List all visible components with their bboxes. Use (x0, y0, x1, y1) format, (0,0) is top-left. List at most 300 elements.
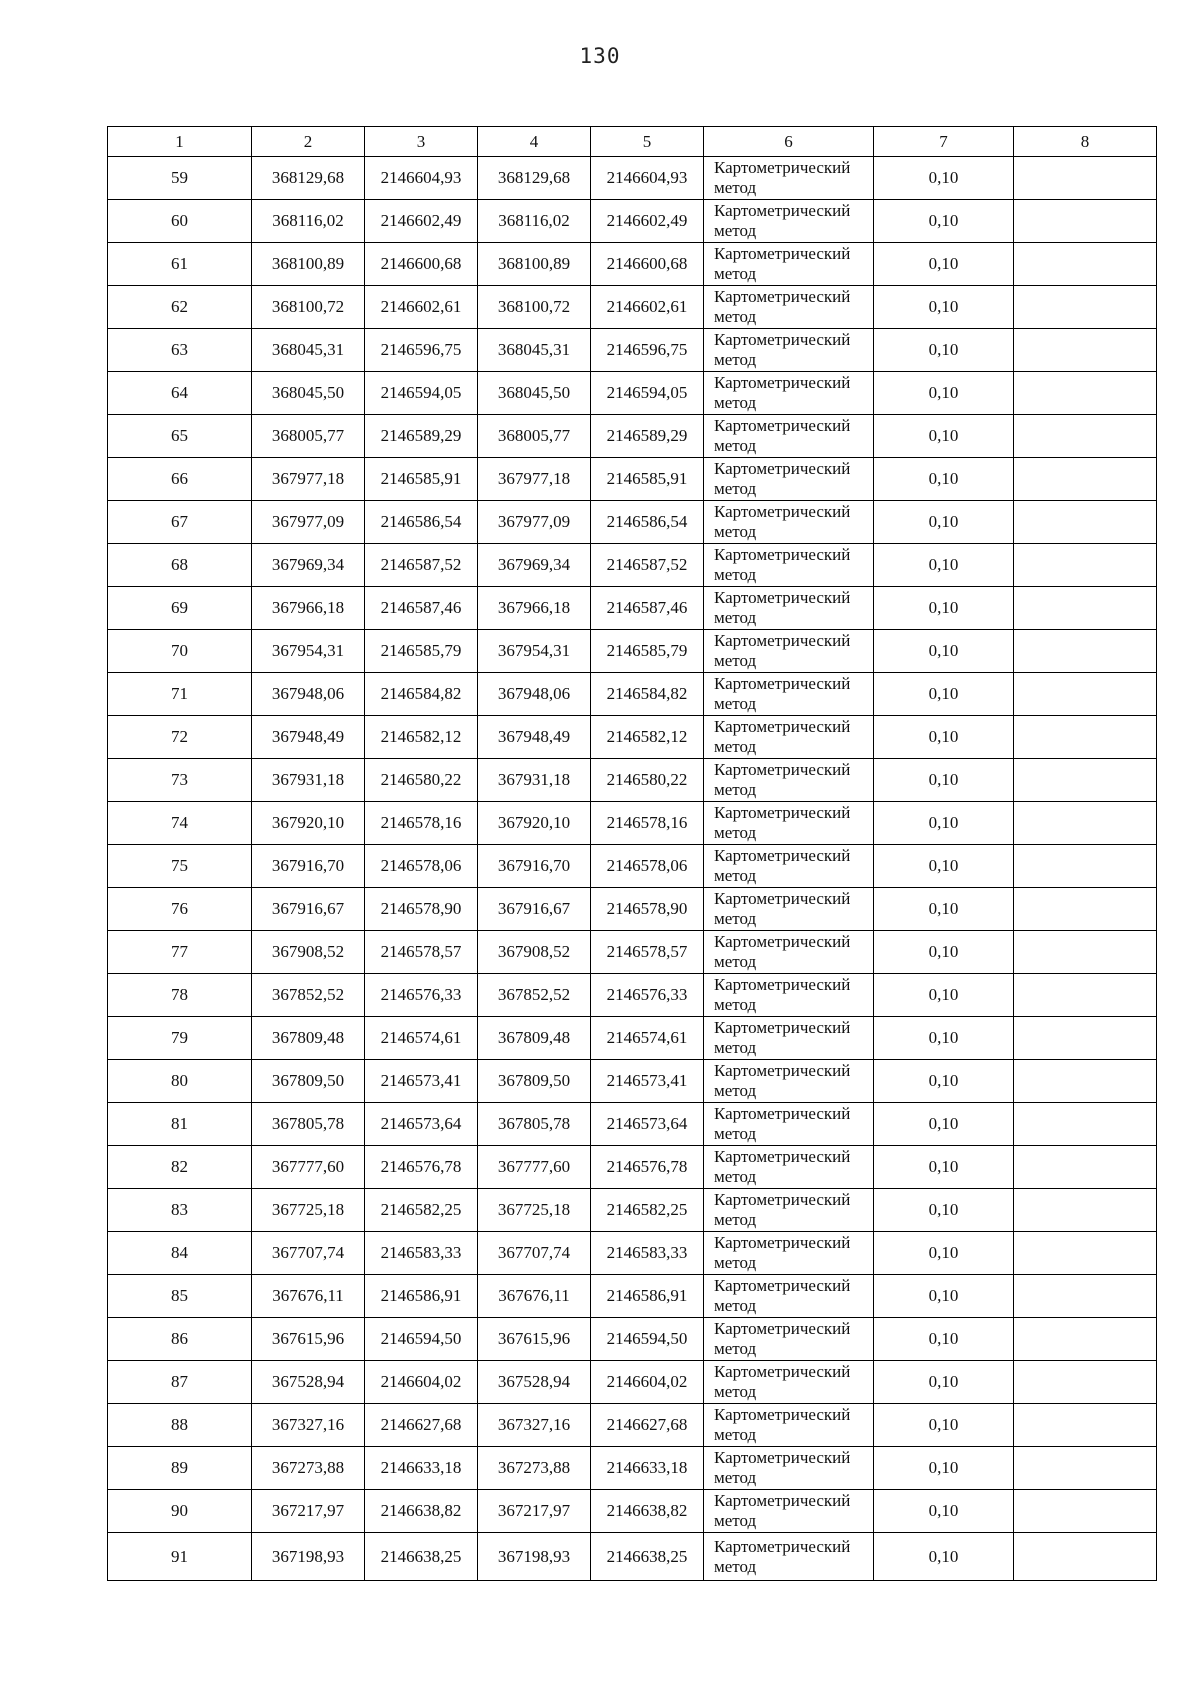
y-coordinate-new: 2146578,90 (591, 888, 704, 931)
y-coordinate-new: 2146600,68 (591, 243, 704, 286)
y-coordinate-new: 2146604,02 (591, 1361, 704, 1404)
table-row (108, 1533, 1157, 1581)
table-row (108, 372, 1157, 415)
x-coordinate-new: 367615,96 (478, 1318, 591, 1361)
note-cell (1014, 1232, 1157, 1275)
point-number: 69 (108, 587, 252, 630)
y-coordinate-new: 2146578,16 (591, 802, 704, 845)
x-coordinate: 368129,68 (252, 157, 365, 200)
note-cell (1014, 845, 1157, 888)
method-cell: Картометрический метод (704, 630, 874, 673)
x-coordinate-new: 367977,09 (478, 501, 591, 544)
y-coordinate-new: 2146633,18 (591, 1447, 704, 1490)
x-coordinate-new: 367809,48 (478, 1017, 591, 1060)
method-cell: Картометрический метод (704, 1146, 874, 1189)
y-coordinate-new: 2146576,78 (591, 1146, 704, 1189)
column-header: 7 (874, 127, 1014, 157)
accuracy-cell: 0,10 (874, 1533, 1014, 1581)
x-coordinate-new: 367920,10 (478, 802, 591, 845)
accuracy-cell: 0,10 (874, 974, 1014, 1017)
y-coordinate-new: 2146596,75 (591, 329, 704, 372)
table-row (108, 1490, 1157, 1533)
x-coordinate-new: 367676,11 (478, 1275, 591, 1318)
x-coordinate-new: 367809,50 (478, 1060, 591, 1103)
table-row (108, 1447, 1157, 1490)
table-row (108, 974, 1157, 1017)
y-coordinate: 2146583,33 (365, 1232, 478, 1275)
y-coordinate-new: 2146574,61 (591, 1017, 704, 1060)
y-coordinate-new: 2146602,49 (591, 200, 704, 243)
accuracy-cell: 0,10 (874, 1361, 1014, 1404)
x-coordinate: 367916,70 (252, 845, 365, 888)
accuracy-cell: 0,10 (874, 415, 1014, 458)
point-number: 62 (108, 286, 252, 329)
accuracy-cell: 0,10 (874, 1275, 1014, 1318)
y-coordinate: 2146586,91 (365, 1275, 478, 1318)
accuracy-cell: 0,10 (874, 802, 1014, 845)
y-coordinate: 2146602,61 (365, 286, 478, 329)
table-row (108, 1318, 1157, 1361)
x-coordinate: 367948,06 (252, 673, 365, 716)
method-cell: Картометрический метод (704, 1404, 874, 1447)
x-coordinate-new: 367931,18 (478, 759, 591, 802)
y-coordinate: 2146589,29 (365, 415, 478, 458)
y-coordinate-new: 2146594,05 (591, 372, 704, 415)
y-coordinate-new: 2146627,68 (591, 1404, 704, 1447)
accuracy-cell: 0,10 (874, 286, 1014, 329)
x-coordinate-new: 367852,52 (478, 974, 591, 1017)
x-coordinate: 367908,52 (252, 931, 365, 974)
x-coordinate: 367725,18 (252, 1189, 365, 1232)
x-coordinate-new: 367977,18 (478, 458, 591, 501)
x-coordinate: 367809,50 (252, 1060, 365, 1103)
x-coordinate: 367273,88 (252, 1447, 365, 1490)
column-header: 8 (1014, 127, 1157, 157)
y-coordinate-new: 2146582,12 (591, 716, 704, 759)
note-cell (1014, 243, 1157, 286)
x-coordinate-new: 367725,18 (478, 1189, 591, 1232)
method-cell: Картометрический метод (704, 1232, 874, 1275)
point-number: 68 (108, 544, 252, 587)
note-cell (1014, 1017, 1157, 1060)
note-cell (1014, 931, 1157, 974)
note-cell (1014, 157, 1157, 200)
method-cell: Картометрический метод (704, 1490, 874, 1533)
note-cell (1014, 1404, 1157, 1447)
y-coordinate: 2146627,68 (365, 1404, 478, 1447)
point-number: 66 (108, 458, 252, 501)
accuracy-cell: 0,10 (874, 673, 1014, 716)
accuracy-cell: 0,10 (874, 329, 1014, 372)
table-row (108, 458, 1157, 501)
table-row (108, 200, 1157, 243)
y-coordinate: 2146586,54 (365, 501, 478, 544)
x-coordinate-new: 367217,97 (478, 1490, 591, 1533)
point-number: 80 (108, 1060, 252, 1103)
point-number: 86 (108, 1318, 252, 1361)
x-coordinate-new: 367273,88 (478, 1447, 591, 1490)
x-coordinate-new: 368129,68 (478, 157, 591, 200)
x-coordinate: 367777,60 (252, 1146, 365, 1189)
y-coordinate: 2146573,41 (365, 1060, 478, 1103)
table-header-row (108, 127, 1157, 157)
y-coordinate: 2146585,91 (365, 458, 478, 501)
x-coordinate-new: 367969,34 (478, 544, 591, 587)
table-row (108, 243, 1157, 286)
note-cell (1014, 1447, 1157, 1490)
table-row (108, 1232, 1157, 1275)
y-coordinate-new: 2146586,91 (591, 1275, 704, 1318)
method-cell: Картометрический метод (704, 544, 874, 587)
point-number: 71 (108, 673, 252, 716)
note-cell (1014, 1318, 1157, 1361)
y-coordinate: 2146587,52 (365, 544, 478, 587)
y-coordinate: 2146638,82 (365, 1490, 478, 1533)
method-cell: Картометрический метод (704, 157, 874, 200)
x-coordinate: 367931,18 (252, 759, 365, 802)
note-cell (1014, 200, 1157, 243)
accuracy-cell: 0,10 (874, 888, 1014, 931)
table-row (108, 286, 1157, 329)
point-number: 59 (108, 157, 252, 200)
x-coordinate: 367805,78 (252, 1103, 365, 1146)
accuracy-cell: 0,10 (874, 1318, 1014, 1361)
y-coordinate: 2146633,18 (365, 1447, 478, 1490)
accuracy-cell: 0,10 (874, 544, 1014, 587)
point-number: 63 (108, 329, 252, 372)
point-number: 79 (108, 1017, 252, 1060)
table-row (108, 1275, 1157, 1318)
column-header: 5 (591, 127, 704, 157)
method-cell: Картометрический метод (704, 845, 874, 888)
point-number: 75 (108, 845, 252, 888)
y-coordinate: 2146578,57 (365, 931, 478, 974)
method-cell: Картометрический метод (704, 974, 874, 1017)
y-coordinate-new: 2146584,82 (591, 673, 704, 716)
note-cell (1014, 974, 1157, 1017)
y-coordinate: 2146638,25 (365, 1533, 478, 1581)
table-row (108, 630, 1157, 673)
note-cell (1014, 759, 1157, 802)
x-coordinate-new: 367948,49 (478, 716, 591, 759)
y-coordinate-new: 2146602,61 (591, 286, 704, 329)
accuracy-cell: 0,10 (874, 716, 1014, 759)
table-row (108, 329, 1157, 372)
table-row (108, 1361, 1157, 1404)
y-coordinate: 2146602,49 (365, 200, 478, 243)
point-number: 91 (108, 1533, 252, 1581)
note-cell (1014, 802, 1157, 845)
accuracy-cell: 0,10 (874, 1447, 1014, 1490)
y-coordinate-new: 2146604,93 (591, 157, 704, 200)
note-cell (1014, 501, 1157, 544)
y-coordinate-new: 2146580,22 (591, 759, 704, 802)
note-cell (1014, 415, 1157, 458)
method-cell: Картометрический метод (704, 587, 874, 630)
x-coordinate: 367852,52 (252, 974, 365, 1017)
accuracy-cell: 0,10 (874, 1189, 1014, 1232)
method-cell: Картометрический метод (704, 1275, 874, 1318)
note-cell (1014, 544, 1157, 587)
y-coordinate: 2146585,79 (365, 630, 478, 673)
point-number: 74 (108, 802, 252, 845)
y-coordinate: 2146596,75 (365, 329, 478, 372)
y-coordinate: 2146600,68 (365, 243, 478, 286)
point-number: 83 (108, 1189, 252, 1232)
x-coordinate: 367809,48 (252, 1017, 365, 1060)
method-cell: Картометрический метод (704, 458, 874, 501)
y-coordinate: 2146604,93 (365, 157, 478, 200)
point-number: 77 (108, 931, 252, 974)
table-row (108, 1017, 1157, 1060)
method-cell: Картометрический метод (704, 888, 874, 931)
method-cell: Картометрический метод (704, 1318, 874, 1361)
note-cell (1014, 1060, 1157, 1103)
accuracy-cell: 0,10 (874, 458, 1014, 501)
y-coordinate-new: 2146638,82 (591, 1490, 704, 1533)
table-row (108, 1146, 1157, 1189)
note-cell (1014, 1103, 1157, 1146)
y-coordinate: 2146580,22 (365, 759, 478, 802)
method-cell: Картометрический метод (704, 931, 874, 974)
method-cell: Картометрический метод (704, 716, 874, 759)
coordinates-table (107, 126, 1157, 1581)
x-coordinate: 367217,97 (252, 1490, 365, 1533)
x-coordinate: 368005,77 (252, 415, 365, 458)
table-body (108, 157, 1157, 1581)
note-cell (1014, 1490, 1157, 1533)
x-coordinate: 367920,10 (252, 802, 365, 845)
y-coordinate-new: 2146573,41 (591, 1060, 704, 1103)
x-coordinate-new: 367916,67 (478, 888, 591, 931)
table-row (108, 501, 1157, 544)
note-cell (1014, 888, 1157, 931)
table-row (108, 802, 1157, 845)
x-coordinate: 367966,18 (252, 587, 365, 630)
table-row (108, 845, 1157, 888)
y-coordinate: 2146582,12 (365, 716, 478, 759)
x-coordinate: 367977,09 (252, 501, 365, 544)
note-cell (1014, 1275, 1157, 1318)
note-cell (1014, 286, 1157, 329)
x-coordinate-new: 367777,60 (478, 1146, 591, 1189)
method-cell: Картометрический метод (704, 286, 874, 329)
y-coordinate: 2146573,64 (365, 1103, 478, 1146)
y-coordinate: 2146576,78 (365, 1146, 478, 1189)
point-number: 90 (108, 1490, 252, 1533)
note-cell (1014, 1361, 1157, 1404)
y-coordinate-new: 2146583,33 (591, 1232, 704, 1275)
note-cell (1014, 1189, 1157, 1232)
accuracy-cell: 0,10 (874, 243, 1014, 286)
y-coordinate: 2146578,06 (365, 845, 478, 888)
column-header: 6 (704, 127, 874, 157)
accuracy-cell: 0,10 (874, 1103, 1014, 1146)
y-coordinate-new: 2146589,29 (591, 415, 704, 458)
method-cell: Картометрический метод (704, 243, 874, 286)
x-coordinate: 367676,11 (252, 1275, 365, 1318)
column-header: 1 (108, 127, 252, 157)
accuracy-cell: 0,10 (874, 157, 1014, 200)
x-coordinate-new: 367966,18 (478, 587, 591, 630)
method-cell: Картометрический метод (704, 759, 874, 802)
y-coordinate-new: 2146573,64 (591, 1103, 704, 1146)
point-number: 65 (108, 415, 252, 458)
table-row (108, 1404, 1157, 1447)
column-header: 4 (478, 127, 591, 157)
x-coordinate: 367615,96 (252, 1318, 365, 1361)
y-coordinate: 2146587,46 (365, 587, 478, 630)
method-cell: Картометрический метод (704, 673, 874, 716)
note-cell (1014, 716, 1157, 759)
table-row (108, 1103, 1157, 1146)
y-coordinate-new: 2146638,25 (591, 1533, 704, 1581)
point-number: 72 (108, 716, 252, 759)
accuracy-cell: 0,10 (874, 1232, 1014, 1275)
x-coordinate-new: 368045,50 (478, 372, 591, 415)
x-coordinate: 368100,89 (252, 243, 365, 286)
y-coordinate: 2146582,25 (365, 1189, 478, 1232)
x-coordinate-new: 367908,52 (478, 931, 591, 974)
method-cell: Картометрический метод (704, 1189, 874, 1232)
x-coordinate-new: 368100,89 (478, 243, 591, 286)
y-coordinate-new: 2146594,50 (591, 1318, 704, 1361)
accuracy-cell: 0,10 (874, 1404, 1014, 1447)
accuracy-cell: 0,10 (874, 501, 1014, 544)
x-coordinate: 367528,94 (252, 1361, 365, 1404)
x-coordinate-new: 367948,06 (478, 673, 591, 716)
x-coordinate: 367916,67 (252, 888, 365, 931)
note-cell (1014, 1146, 1157, 1189)
y-coordinate-new: 2146576,33 (591, 974, 704, 1017)
method-cell: Картометрический метод (704, 415, 874, 458)
x-coordinate-new: 368045,31 (478, 329, 591, 372)
x-coordinate-new: 367707,74 (478, 1232, 591, 1275)
method-cell: Картометрический метод (704, 1103, 874, 1146)
accuracy-cell: 0,10 (874, 200, 1014, 243)
note-cell (1014, 587, 1157, 630)
point-number: 78 (108, 974, 252, 1017)
point-number: 67 (108, 501, 252, 544)
x-coordinate-new: 367327,16 (478, 1404, 591, 1447)
accuracy-cell: 0,10 (874, 931, 1014, 974)
x-coordinate-new: 367528,94 (478, 1361, 591, 1404)
y-coordinate: 2146584,82 (365, 673, 478, 716)
point-number: 60 (108, 200, 252, 243)
table-row (108, 759, 1157, 802)
table-row (108, 157, 1157, 200)
accuracy-cell: 0,10 (874, 1017, 1014, 1060)
method-cell: Картометрический метод (704, 1361, 874, 1404)
method-cell: Картометрический метод (704, 329, 874, 372)
y-coordinate-new: 2146578,06 (591, 845, 704, 888)
method-cell: Картометрический метод (704, 1447, 874, 1490)
x-coordinate: 368045,50 (252, 372, 365, 415)
method-cell: Картометрический метод (704, 372, 874, 415)
method-cell: Картометрический метод (704, 501, 874, 544)
x-coordinate-new: 367805,78 (478, 1103, 591, 1146)
note-cell (1014, 372, 1157, 415)
method-cell: Картометрический метод (704, 1533, 874, 1581)
point-number: 76 (108, 888, 252, 931)
note-cell (1014, 329, 1157, 372)
accuracy-cell: 0,10 (874, 845, 1014, 888)
y-coordinate-new: 2146587,46 (591, 587, 704, 630)
method-cell: Картометрический метод (704, 1017, 874, 1060)
x-coordinate-new: 368116,02 (478, 200, 591, 243)
table-row (108, 1189, 1157, 1232)
y-coordinate: 2146576,33 (365, 974, 478, 1017)
x-coordinate: 367198,93 (252, 1533, 365, 1581)
note-cell (1014, 673, 1157, 716)
note-cell (1014, 630, 1157, 673)
method-cell: Картометрический метод (704, 1060, 874, 1103)
x-coordinate: 368116,02 (252, 200, 365, 243)
x-coordinate-new: 368005,77 (478, 415, 591, 458)
y-coordinate-new: 2146587,52 (591, 544, 704, 587)
point-number: 73 (108, 759, 252, 802)
x-coordinate: 367327,16 (252, 1404, 365, 1447)
table-row (108, 587, 1157, 630)
note-cell (1014, 458, 1157, 501)
table-row (108, 931, 1157, 974)
point-number: 82 (108, 1146, 252, 1189)
point-number: 89 (108, 1447, 252, 1490)
page-number: 130 (579, 44, 621, 68)
note-cell (1014, 1533, 1157, 1581)
accuracy-cell: 0,10 (874, 759, 1014, 802)
y-coordinate: 2146578,16 (365, 802, 478, 845)
accuracy-cell: 0,10 (874, 630, 1014, 673)
table-row (108, 888, 1157, 931)
accuracy-cell: 0,10 (874, 372, 1014, 415)
table-row (108, 716, 1157, 759)
method-cell: Картометрический метод (704, 200, 874, 243)
accuracy-cell: 0,10 (874, 1060, 1014, 1103)
point-number: 61 (108, 243, 252, 286)
y-coordinate-new: 2146585,79 (591, 630, 704, 673)
accuracy-cell: 0,10 (874, 1490, 1014, 1533)
accuracy-cell: 0,10 (874, 1146, 1014, 1189)
y-coordinate: 2146578,90 (365, 888, 478, 931)
accuracy-cell: 0,10 (874, 587, 1014, 630)
y-coordinate-new: 2146586,54 (591, 501, 704, 544)
x-coordinate: 367954,31 (252, 630, 365, 673)
x-coordinate-new: 367916,70 (478, 845, 591, 888)
point-number: 85 (108, 1275, 252, 1318)
x-coordinate: 367707,74 (252, 1232, 365, 1275)
point-number: 70 (108, 630, 252, 673)
point-number: 81 (108, 1103, 252, 1146)
x-coordinate-new: 368100,72 (478, 286, 591, 329)
x-coordinate: 367977,18 (252, 458, 365, 501)
table-row (108, 673, 1157, 716)
column-header: 2 (252, 127, 365, 157)
table-row (108, 1060, 1157, 1103)
y-coordinate: 2146574,61 (365, 1017, 478, 1060)
x-coordinate: 367948,49 (252, 716, 365, 759)
x-coordinate-new: 367954,31 (478, 630, 591, 673)
point-number: 87 (108, 1361, 252, 1404)
table-row (108, 544, 1157, 587)
y-coordinate: 2146604,02 (365, 1361, 478, 1404)
x-coordinate: 367969,34 (252, 544, 365, 587)
point-number: 88 (108, 1404, 252, 1447)
point-number: 64 (108, 372, 252, 415)
y-coordinate-new: 2146585,91 (591, 458, 704, 501)
x-coordinate: 368100,72 (252, 286, 365, 329)
method-cell: Картометрический метод (704, 802, 874, 845)
